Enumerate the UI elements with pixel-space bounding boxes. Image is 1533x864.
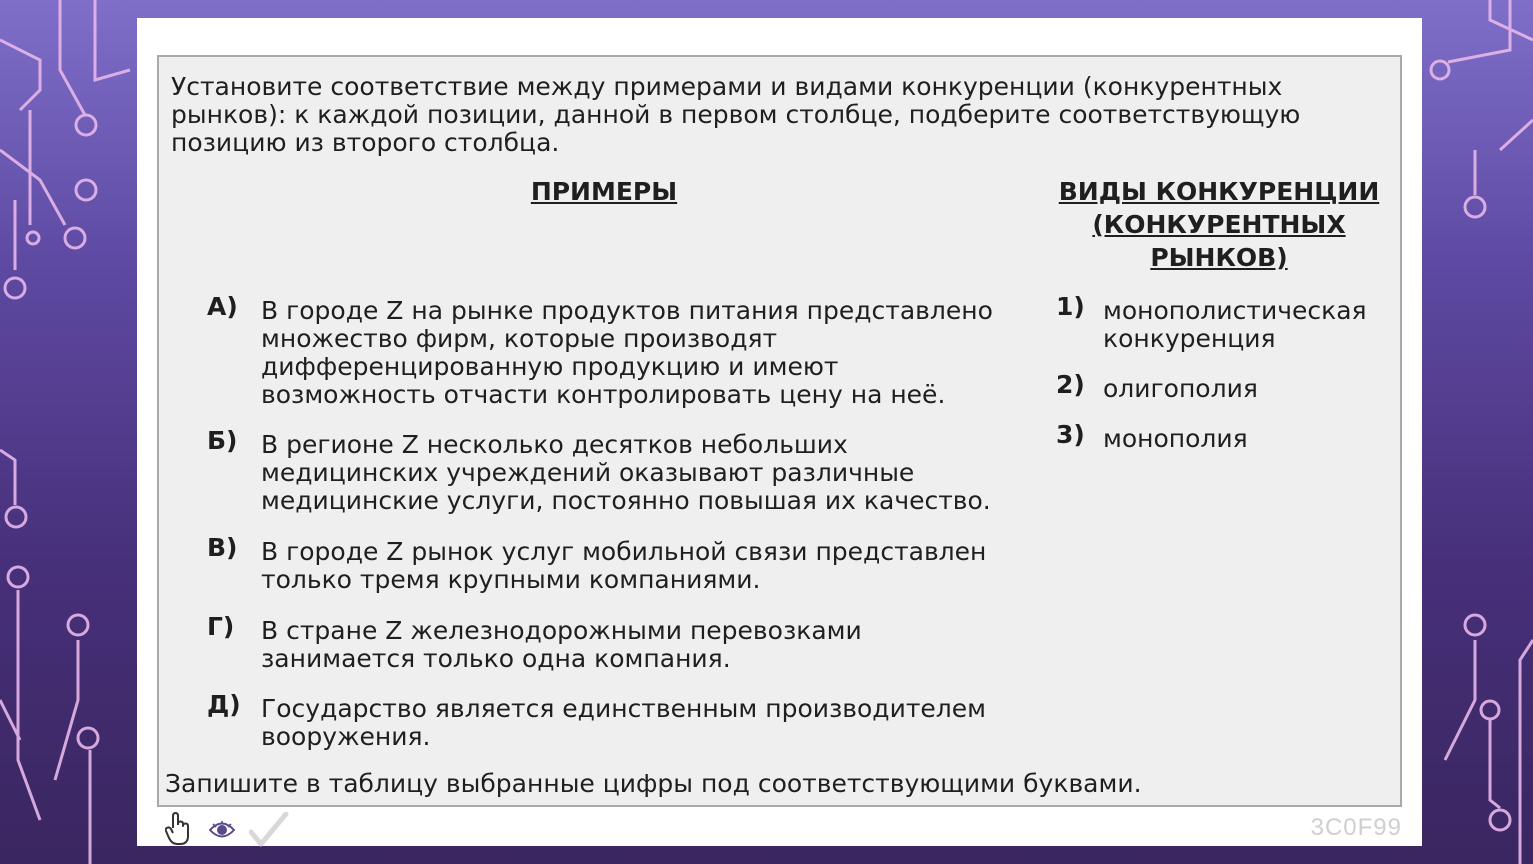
example-line: В городе Z рынок услуг мобильной связи представлен xyxy=(261,537,987,566)
example-letter: Д) xyxy=(207,690,241,719)
example-line: вооружения. xyxy=(261,722,431,751)
example-text xyxy=(261,297,993,409)
example-text xyxy=(261,695,986,751)
example-text xyxy=(261,617,862,673)
type-line: монополистическая xyxy=(1103,296,1367,325)
type-text xyxy=(1103,425,1248,453)
example-line: занимается только одна компания. xyxy=(261,644,731,673)
type-number: 2) xyxy=(1056,370,1085,399)
example-line: В городе Z на рынке продуктов питания представлено xyxy=(261,296,993,325)
checkmark-icon[interactable] xyxy=(249,812,289,848)
example-line: медицинские услуги, постоянно повышая их качество. xyxy=(261,486,991,515)
example-line: множество фирм, которые производят xyxy=(261,324,778,353)
type-number: 1) xyxy=(1056,292,1085,321)
types-header-line: (КОНКУРЕНТНЫХ xyxy=(1092,210,1346,239)
example-letter: В) xyxy=(207,533,238,562)
example-letter: Б) xyxy=(207,426,238,455)
example-line: медицинских учреждений оказывают различные xyxy=(261,458,915,487)
type-text xyxy=(1103,375,1258,403)
example-line: В регионе Z несколько десятков небольших xyxy=(261,430,848,459)
slide-content xyxy=(137,18,1422,846)
example-line: возможность отчасти контролировать цену на неё. xyxy=(261,380,946,409)
example-line: дифференцированную продукцию и имеют xyxy=(261,352,839,381)
answer-instruction: Запишите в таблицу выбранные цифры под соответствующими буквами. xyxy=(165,769,1142,798)
types-header-line: ВИДЫ КОНКУРЕНЦИИ xyxy=(1058,177,1380,206)
type-line: конкуренция xyxy=(1103,324,1276,353)
example-text xyxy=(261,431,991,515)
type-line: олигополия xyxy=(1103,374,1258,403)
types-header-line: РЫНКОВ) xyxy=(1150,243,1288,272)
eye-icon[interactable] xyxy=(209,820,235,840)
example-line: В стране Z железнодорожными перевозками xyxy=(261,616,862,645)
types-header xyxy=(1054,175,1384,274)
type-number: 3) xyxy=(1056,420,1085,449)
example-letter: Г) xyxy=(207,612,235,641)
task-code: 3C0F99 xyxy=(1310,814,1402,841)
example-letter: А) xyxy=(207,292,238,321)
type-text xyxy=(1103,297,1367,353)
hand-pointer-icon[interactable] xyxy=(165,812,191,846)
example-line: Государство является единственным производителем xyxy=(261,694,986,723)
example-text xyxy=(261,538,986,594)
type-line: монополия xyxy=(1103,424,1248,453)
task-panel xyxy=(157,55,1402,807)
task-instruction: Установите соответствие между примерами и видами конкуренции (конкурентных рынков): к каждой позиции, данной в первом столбце, подберите соответствующую позицию из второго столбца. xyxy=(171,72,1301,157)
examples-header: ПРИМЕРЫ xyxy=(530,177,678,206)
example-line: только тремя крупными компаниями. xyxy=(261,565,761,594)
